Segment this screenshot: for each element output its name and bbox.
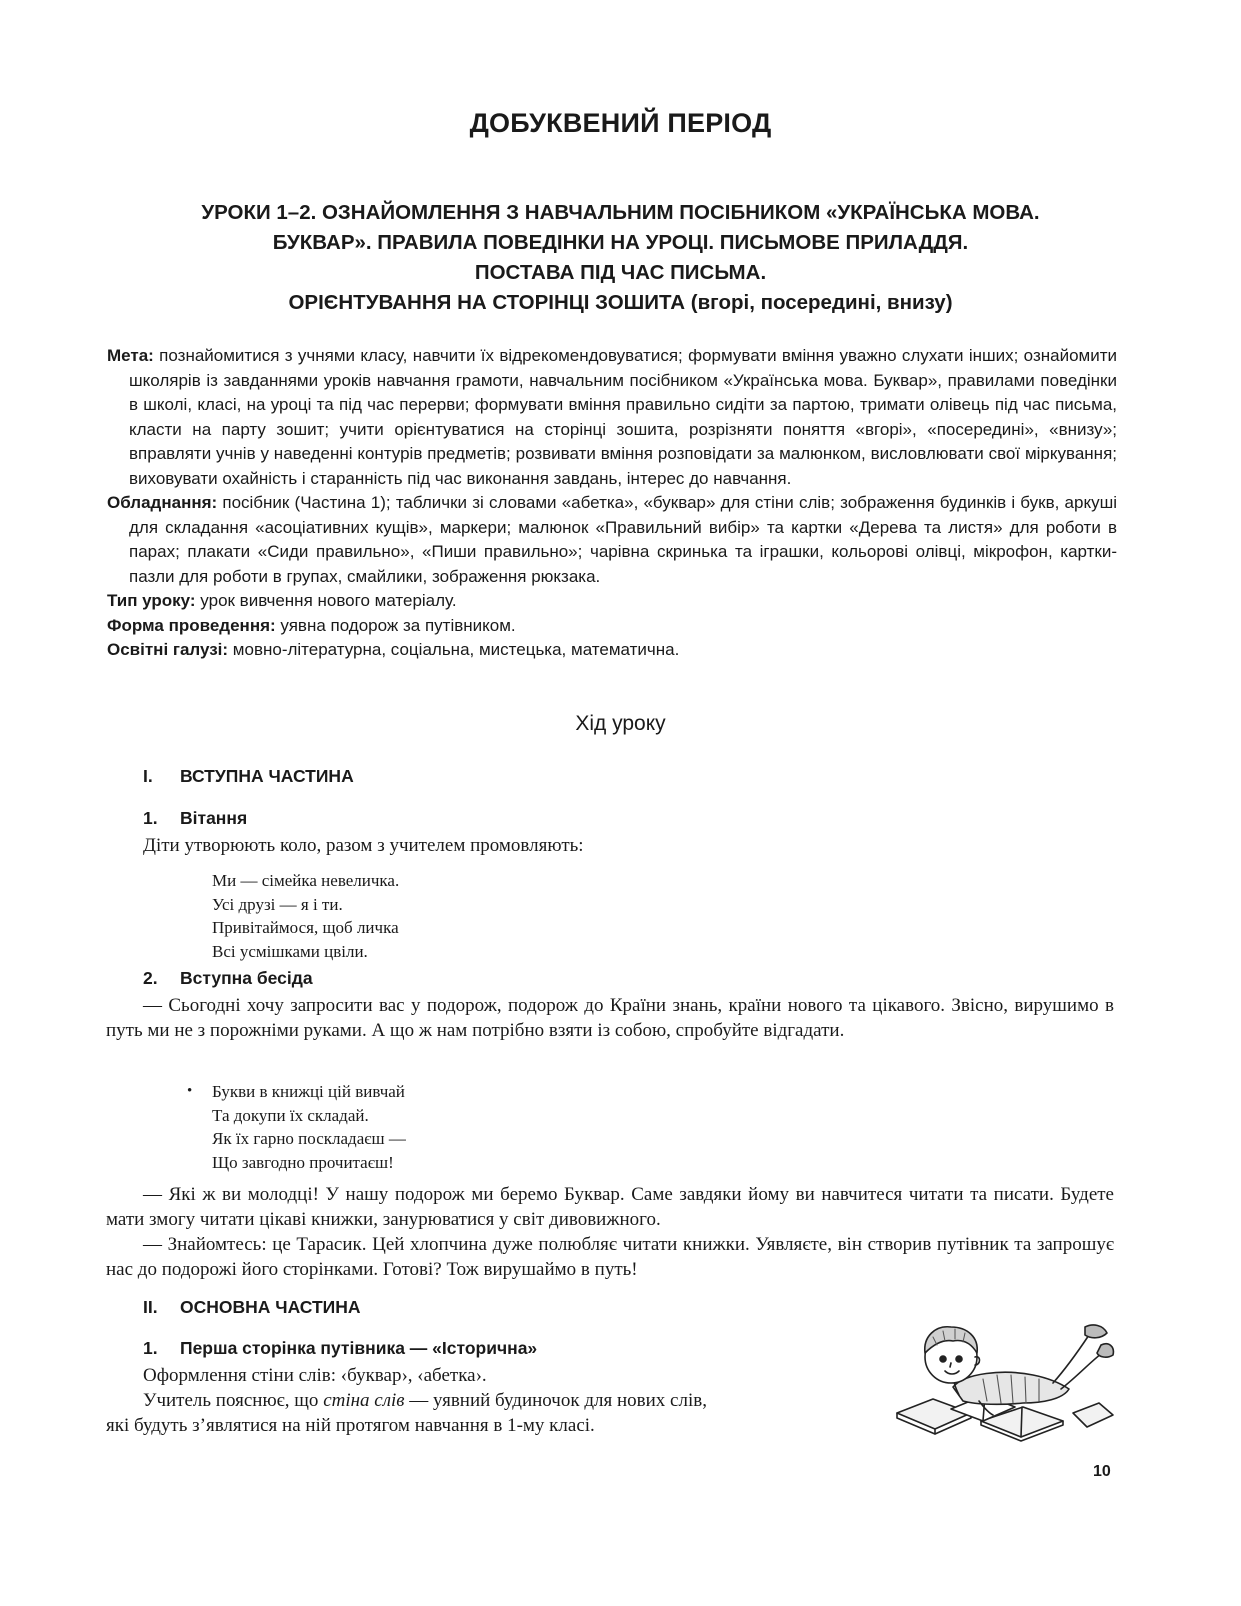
lesson-title-line: УРОКИ 1–2. ОЗНАЙОМЛЕННЯ З НАВЧАЛЬНИМ ПОСІБНИКОМ «УКРАЇНСЬКА МОВА.	[201, 201, 1040, 224]
lesson-title-line: ПОСТАВА ПІД ЧАС ПИСЬМА.	[474, 261, 767, 284]
italic-term: стіна слів	[323, 1390, 405, 1411]
body-paragraphs	[106, 1363, 866, 1438]
goal-paragraph	[107, 344, 1117, 491]
part-title: ОСНОВНА ЧАСТИНА	[180, 1297, 361, 1317]
body-paragraph	[106, 833, 1114, 858]
part-heading	[143, 766, 354, 787]
poem	[212, 869, 399, 963]
goal-label: Мета:	[107, 346, 154, 365]
poem-line: Привітаймося, щоб личка	[212, 918, 399, 937]
poem-line: Букви в книжці цій вивчай	[212, 1082, 405, 1101]
form-text: уявна подорож за путівником.	[275, 615, 516, 635]
part-title: ВСТУПНА ЧАСТИНА	[180, 766, 354, 786]
poem-line: Всі усмішками цвіли.	[212, 941, 368, 961]
subsection-heading	[143, 808, 247, 829]
fields-text: мовно-літературна, соціальна, мистецька, математична.	[228, 640, 680, 659]
lesson-title-line: БУКВАР». ПРАВИЛА ПОВЕДІНКИ НА УРОЦІ. ПИСЬМОВЕ ПРИЛАДДЯ.	[272, 231, 969, 254]
paragraph: — Які ж ви молодці! У нашу подорож ми беремо Буквар. Саме завдяки йому ви навчитеся читати та писати. Будете мати змогу читати цікаві книжки, занурюватися у світ дивовижного.	[106, 1184, 1114, 1230]
subsection-number: 1.	[143, 808, 158, 828]
course-heading: Хід уроку	[575, 712, 666, 735]
part-heading	[143, 1297, 361, 1318]
body-paragraphs	[106, 1182, 1114, 1282]
paragraph: Оформлення стіни слів: ‹буквар›, ‹абетка›.	[143, 1365, 487, 1386]
paragraph	[106, 1388, 866, 1413]
subsection-heading	[143, 968, 313, 989]
lesson-title-suffix: (вгорі, посередині, внизу)	[685, 291, 953, 314]
equipment-label: Обладнання:	[107, 493, 218, 512]
lesson-meta	[107, 344, 1117, 663]
paragraph: — Сьогодні хочу запросити вас у подорож, подорож до Країни знань, країни нового та цікавого. Звісно, вирушимо в путь ми не з порожніми руками. А що ж нам потрібно взяти із собою, спробуйте відгадати.	[106, 995, 1114, 1041]
lesson-title	[100, 198, 1141, 318]
subsection-number: 2.	[143, 968, 158, 988]
text-run: — уявний будиночок для нових слів,	[404, 1390, 707, 1411]
part-number: I.	[143, 766, 153, 786]
type-paragraph	[107, 589, 1117, 614]
poem-line: Та докупи їх складай.	[212, 1105, 369, 1125]
goal-text: познайомитися з учнями класу, навчити їх відрекомендовуватися; формувати вміння уважно слухати інших; ознайомити школярів із завданнями уроків навчання грамоти, навчальним посібником «Українська мова. Буквар», правилами поведінки в школі, класі, на уроці та під час перерви; формувати вміння правильно сидіти за партою, тримати олівець під час письма, класти на парту зошит; учити орієнтуватися на сторінці зошита, розрізняти поняття «вгорі», «посередині», «внизу»; вправляти учнів у наведенні контурів предметів; розвивати вміння розповідати за малюнком, висловлювати свої міркування; виховувати охайність і старанність під час виконання завдань, інтерес до навчання.	[129, 346, 1117, 488]
fields-label: Освітні галузі:	[107, 640, 229, 659]
part-number: II.	[143, 1297, 158, 1317]
subsection-title: Перша сторінка путівника — «Історична»	[180, 1338, 538, 1358]
poem-line: Як їх гарно поскладаєш —	[212, 1129, 406, 1148]
paragraph: — Знайомтесь: це Тарасик. Цей хлопчина дуже полюбляє читати книжки. Уявляєте, він створив путівник та запрошує нас до подорожі його сторінками. Готові? Тож вирушаймо в путь!	[106, 1234, 1114, 1280]
subsection-title: Вступна бесіда	[180, 968, 313, 988]
section-title: ДОБУКВЕНИЙ ПЕРІОД	[469, 108, 772, 138]
lesson-title-caps: ОРІЄНТУВАННЯ НА СТОРІНЦІ ЗОШИТА	[288, 291, 686, 314]
fields-paragraph	[107, 638, 1117, 663]
paragraph: Діти утворюють коло, разом з учителем промовляють:	[143, 835, 584, 856]
boy-reading-books-icon	[893, 1317, 1115, 1442]
paragraph: які будуть з’являтися на ній протягом навчання в 1-му класі.	[106, 1415, 595, 1436]
body-paragraph	[106, 993, 1114, 1043]
type-text: урок вивчення нового матеріалу.	[195, 591, 457, 610]
poem-line: Ми — сімейка невеличка.	[212, 871, 400, 890]
lesson-title-line	[100, 288, 1141, 318]
equipment-text: посібник (Частина 1); таблички зі словами «абетка», «буквар» для стіни слів; зображення будинків і букв, аркуші для складання «асоціативних кущів», маркери; малюнок «Правильний вибір» та картки «Дерева та листя» для роботи в парах; плакати «Сиди правильно», «Пиши правильно»; чарівна скринька та іграшки, кольорові олівці, мікрофон, картки-пазли для роботи в групах, смайлики, зображення рюкзака.	[129, 493, 1117, 586]
equipment-paragraph	[107, 491, 1117, 589]
subsection-number: 1.	[143, 1338, 158, 1358]
poem-line: Що завгодно прочитаєш!	[212, 1152, 394, 1172]
form-label: Форма проведення:	[107, 615, 276, 635]
text-run: Учитель пояснює, що	[143, 1390, 324, 1411]
subsection-title: Вітання	[180, 808, 248, 828]
page-number: 10	[1093, 1463, 1111, 1480]
bullet: •	[187, 1083, 193, 1099]
riddle-poem	[187, 1080, 406, 1174]
subsection-heading	[143, 1338, 537, 1359]
form-paragraph	[107, 614, 1117, 639]
type-label: Тип уроку:	[107, 591, 196, 610]
poem-line: Усі друзі — я і ти.	[212, 894, 343, 914]
